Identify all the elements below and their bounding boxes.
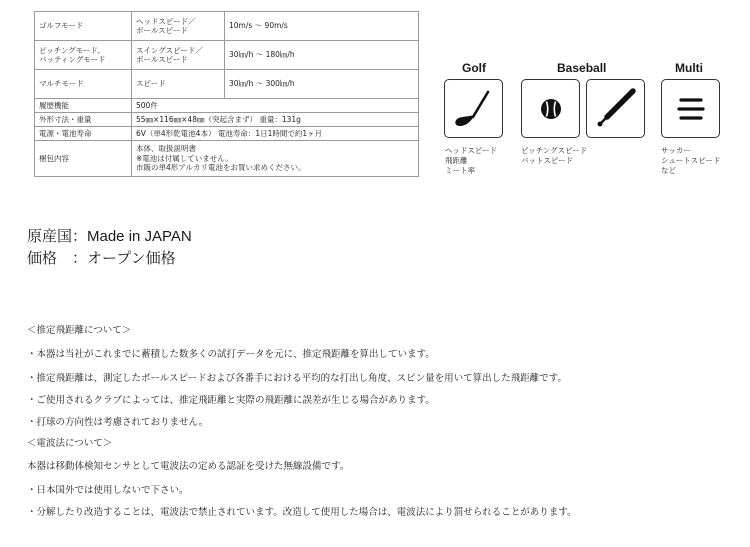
spec-row	[35, 127, 419, 141]
spec-row	[35, 12, 419, 41]
baseball-icon	[521, 79, 580, 138]
spec-item: ヘッドスピード／ ボールスピード	[132, 12, 225, 41]
price-text: 価格 ：オープン価格	[27, 250, 176, 267]
spec-row	[35, 41, 419, 70]
spec-label: ピッチングモード、 バッティングモード	[35, 41, 132, 70]
radio-note: ・分解したり改造することは、電波法で禁止されています。改造して使用した場合は、電波法により罰せられることがあります。	[27, 507, 577, 518]
spec-label: 履歴機能	[35, 99, 132, 113]
origin-text: 原産国：Made in JAPAN	[27, 228, 192, 245]
spec-value: 6V（単4形乾電池4本） 電池寿命：1日1時間で約1ヶ月	[132, 127, 419, 141]
spec-item: スイングスピード／ ボールスピード	[132, 41, 225, 70]
golf-mode-title: Golf	[462, 61, 486, 75]
baseball-caption: ピッチングスピード バットスピード	[521, 146, 588, 165]
distance-heading: ＜推定飛距離について＞	[27, 325, 132, 336]
spec-value: 本体、取扱説明書 ※電池は付属していません。 市販の単4形アルカリ電池をお買い求めください。	[132, 141, 419, 177]
spec-row	[35, 70, 419, 99]
spec-label: ゴルフモード	[35, 12, 132, 41]
spec-value: 55㎜×116㎜×48㎜（突起含まず） 重量：131g	[132, 113, 419, 127]
spec-row	[35, 141, 419, 177]
distance-note: ・推定飛距離は、測定したボールスピードおよび各番手における平均的な打出し角度、スピン量を用いて算出した飛距離です。	[27, 373, 567, 384]
golf-caption: ヘッドスピード 飛距離 ミート率	[445, 146, 498, 175]
spec-row	[35, 99, 419, 113]
spec-value: 30㎞/h ～ 180㎞/h	[225, 41, 419, 70]
spec-label: 外形寸法・重量	[35, 113, 132, 127]
spec-item: スピード	[132, 70, 225, 99]
multi-mode-title: Multi	[675, 61, 703, 75]
spec-label: 電源・電池寿命	[35, 127, 132, 141]
baseball-mode-title: Baseball	[557, 61, 607, 75]
spec-value: 10m/s ～ 90m/s	[225, 12, 419, 41]
multi-speed-icon	[661, 79, 720, 138]
spec-table	[34, 11, 419, 177]
baseball-bat-icon	[586, 79, 645, 138]
radio-note: ・日本国外では使用しないで下さい。	[27, 485, 189, 496]
distance-note: ・本器は当社がこれまでに蓄積した数多くの試打データを元に、推定飛距離を算出しています。	[27, 349, 435, 360]
radio-intro: 本器は移動体検知センサとして電波法の定める認証を受けた無線設備です。	[27, 461, 350, 472]
spec-value: 30㎞/h ～ 300㎞/h	[225, 70, 419, 99]
golf-club-icon	[444, 79, 503, 138]
spec-label: 梱包内容	[35, 141, 132, 177]
distance-note: ・打球の方向性は考慮されておりません。	[27, 417, 209, 428]
radio-heading: ＜電波法について＞	[27, 438, 113, 449]
distance-note: ・ご使用されるクラブによっては、推定飛距離と実際の飛距離に誤差が生じる場合があります。	[27, 395, 435, 406]
spec-label: マルチモード	[35, 70, 132, 99]
spec-row	[35, 113, 419, 127]
spec-value: 500件	[132, 99, 419, 113]
multi-caption: サッカー シュートスピード など	[661, 146, 721, 175]
